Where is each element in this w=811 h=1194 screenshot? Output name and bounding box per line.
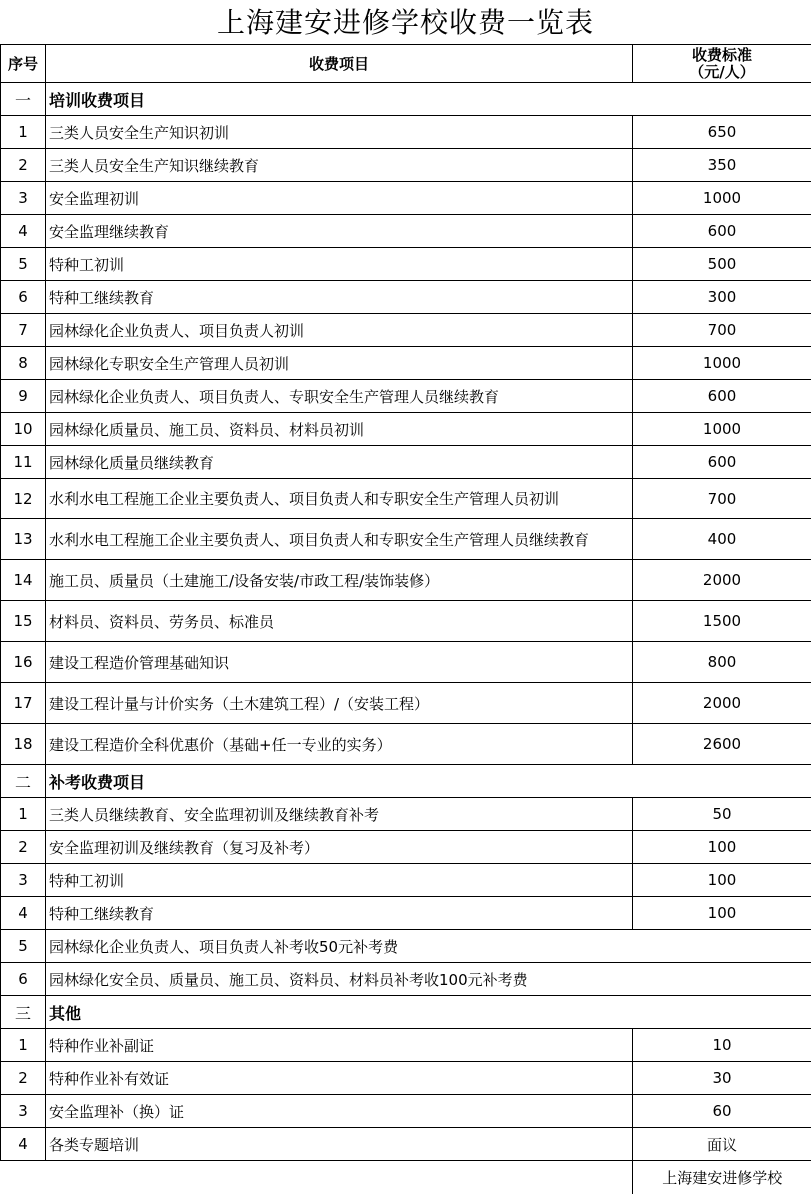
row-fee: 600 xyxy=(633,380,811,413)
row-number: 7 xyxy=(1,314,46,347)
row-fee: 1500 xyxy=(633,601,811,642)
table-row xyxy=(1,1128,811,1161)
row-number: 10 xyxy=(1,413,46,446)
table-row xyxy=(1,601,811,642)
row-number: 3 xyxy=(1,182,46,215)
row-number: 4 xyxy=(1,215,46,248)
row-number: 1 xyxy=(1,116,46,149)
row-item: 施工员、质量员（土建施工/设备安装/市政工程/装饰装修） xyxy=(46,560,633,601)
row-item: 安全监理继续教育 xyxy=(46,215,633,248)
row-fee: 2000 xyxy=(633,683,811,724)
table-row xyxy=(1,380,811,413)
section-row xyxy=(1,996,811,1029)
page-title: 上海建安进修学校收费一览表 xyxy=(216,6,594,39)
header-no: 序号 xyxy=(1,45,46,83)
row-number: 1 xyxy=(1,1029,46,1062)
row-item: 园林绿化企业负责人、项目负责人初训 xyxy=(46,314,633,347)
row-fee: 30 xyxy=(633,1062,811,1095)
section-row xyxy=(1,83,811,116)
row-number: 4 xyxy=(1,1128,46,1161)
table-row xyxy=(1,116,811,149)
row-number: 5 xyxy=(1,248,46,281)
table-row xyxy=(1,248,811,281)
row-fee: 700 xyxy=(633,479,811,519)
row-item: 园林绿化专职安全生产管理人员初训 xyxy=(46,347,633,380)
row-number: 6 xyxy=(1,963,46,996)
row-fee: 350 xyxy=(633,149,811,182)
row-fee: 500 xyxy=(633,248,811,281)
row-item: 园林绿化质量员、施工员、资料员、材料员初训 xyxy=(46,413,633,446)
row-number: 5 xyxy=(1,930,46,963)
row-fee: 100 xyxy=(633,864,811,897)
table-row xyxy=(1,314,811,347)
row-item: 水利水电工程施工企业主要负责人、项目负责人和专职安全生产管理人员初训 xyxy=(46,479,633,519)
row-item: 安全监理初训及继续教育（复习及补考） xyxy=(46,831,633,864)
header-row xyxy=(1,45,811,83)
table-row xyxy=(1,560,811,601)
row-fee: 600 xyxy=(633,446,811,479)
section-title: 培训收费项目 xyxy=(46,83,811,116)
fee-table xyxy=(0,44,811,1194)
section-number: 二 xyxy=(1,765,46,798)
row-number: 11 xyxy=(1,446,46,479)
row-number: 17 xyxy=(1,683,46,724)
row-number: 9 xyxy=(1,380,46,413)
footer-blank xyxy=(1,1161,46,1194)
table-row xyxy=(1,683,811,724)
row-fee: 1000 xyxy=(633,413,811,446)
footer-school-name: 上海建安进修学校 xyxy=(633,1161,811,1194)
row-fee: 2600 xyxy=(633,724,811,765)
section-title: 其他 xyxy=(46,996,811,1029)
row-item: 建设工程计量与计价实务（土木建筑工程）/（安装工程） xyxy=(46,683,633,724)
row-number: 12 xyxy=(1,479,46,519)
row-number: 2 xyxy=(1,1062,46,1095)
row-item: 园林绿化质量员继续教育 xyxy=(46,446,633,479)
row-item: 特种工初训 xyxy=(46,248,633,281)
table-row xyxy=(1,347,811,380)
row-number: 4 xyxy=(1,897,46,930)
table-row xyxy=(1,446,811,479)
table-row xyxy=(1,182,811,215)
row-fee: 800 xyxy=(633,642,811,683)
footer-row xyxy=(1,1161,811,1194)
table-row xyxy=(1,1095,811,1128)
table-row xyxy=(1,479,811,519)
row-item: 特种作业补副证 xyxy=(46,1029,633,1062)
header-fee-line2: （元/人） xyxy=(689,62,755,81)
row-number: 16 xyxy=(1,642,46,683)
row-item: 特种工初训 xyxy=(46,864,633,897)
row-number: 18 xyxy=(1,724,46,765)
row-number: 6 xyxy=(1,281,46,314)
row-item: 各类专题培训 xyxy=(46,1128,633,1161)
row-item: 特种作业补有效证 xyxy=(46,1062,633,1095)
section-title: 补考收费项目 xyxy=(46,765,811,798)
row-item: 建设工程造价管理基础知识 xyxy=(46,642,633,683)
row-number: 13 xyxy=(1,519,46,560)
table-row xyxy=(1,281,811,314)
table-row xyxy=(1,642,811,683)
row-fee: 面议 xyxy=(633,1128,811,1161)
table-row xyxy=(1,864,811,897)
row-number: 3 xyxy=(1,864,46,897)
row-item: 材料员、资料员、劳务员、标准员 xyxy=(46,601,633,642)
table-row xyxy=(1,831,811,864)
row-item: 特种工继续教育 xyxy=(46,281,633,314)
table-row xyxy=(1,149,811,182)
row-fee: 100 xyxy=(633,831,811,864)
row-fee: 50 xyxy=(633,798,811,831)
row-number: 1 xyxy=(1,798,46,831)
table-row xyxy=(1,963,811,996)
table-row xyxy=(1,724,811,765)
header-fee xyxy=(633,45,811,83)
table-row xyxy=(1,1029,811,1062)
row-item: 特种工继续教育 xyxy=(46,897,633,930)
row-number: 2 xyxy=(1,149,46,182)
section-row xyxy=(1,765,811,798)
row-fee: 2000 xyxy=(633,560,811,601)
row-item: 园林绿化安全员、质量员、施工员、资料员、材料员补考收100元补考费 xyxy=(46,963,811,996)
row-fee: 300 xyxy=(633,281,811,314)
table-row xyxy=(1,413,811,446)
row-item: 三类人员安全生产知识继续教育 xyxy=(46,149,633,182)
table-row xyxy=(1,897,811,930)
row-fee: 600 xyxy=(633,215,811,248)
row-fee: 100 xyxy=(633,897,811,930)
row-number: 3 xyxy=(1,1095,46,1128)
table-row xyxy=(1,798,811,831)
row-item: 园林绿化企业负责人、项目负责人、专职安全生产管理人员继续教育 xyxy=(46,380,633,413)
table-row xyxy=(1,519,811,560)
table-row xyxy=(1,215,811,248)
row-item: 安全监理补（换）证 xyxy=(46,1095,633,1128)
row-item: 园林绿化企业负责人、项目负责人补考收50元补考费 xyxy=(46,930,811,963)
row-item: 三类人员继续教育、安全监理初训及继续教育补考 xyxy=(46,798,633,831)
row-fee: 1000 xyxy=(633,347,811,380)
row-number: 15 xyxy=(1,601,46,642)
footer-blank xyxy=(46,1161,633,1194)
section-number: 三 xyxy=(1,996,46,1029)
row-fee: 60 xyxy=(633,1095,811,1128)
table-row xyxy=(1,930,811,963)
header-fee-line1: 收费标准 xyxy=(691,45,752,64)
header-item: 收费项目 xyxy=(46,45,633,83)
row-fee: 700 xyxy=(633,314,811,347)
row-fee: 10 xyxy=(633,1029,811,1062)
section-number: 一 xyxy=(1,83,46,116)
table-row xyxy=(1,1062,811,1095)
row-number: 14 xyxy=(1,560,46,601)
row-fee: 400 xyxy=(633,519,811,560)
row-fee: 1000 xyxy=(633,182,811,215)
row-item: 水利水电工程施工企业主要负责人、项目负责人和专职安全生产管理人员继续教育 xyxy=(46,519,633,560)
row-number: 8 xyxy=(1,347,46,380)
row-fee: 650 xyxy=(633,116,811,149)
row-number: 2 xyxy=(1,831,46,864)
row-item: 建设工程造价全科优惠价（基础+任一专业的实务） xyxy=(46,724,633,765)
row-item: 三类人员安全生产知识初训 xyxy=(46,116,633,149)
row-item: 安全监理初训 xyxy=(46,182,633,215)
